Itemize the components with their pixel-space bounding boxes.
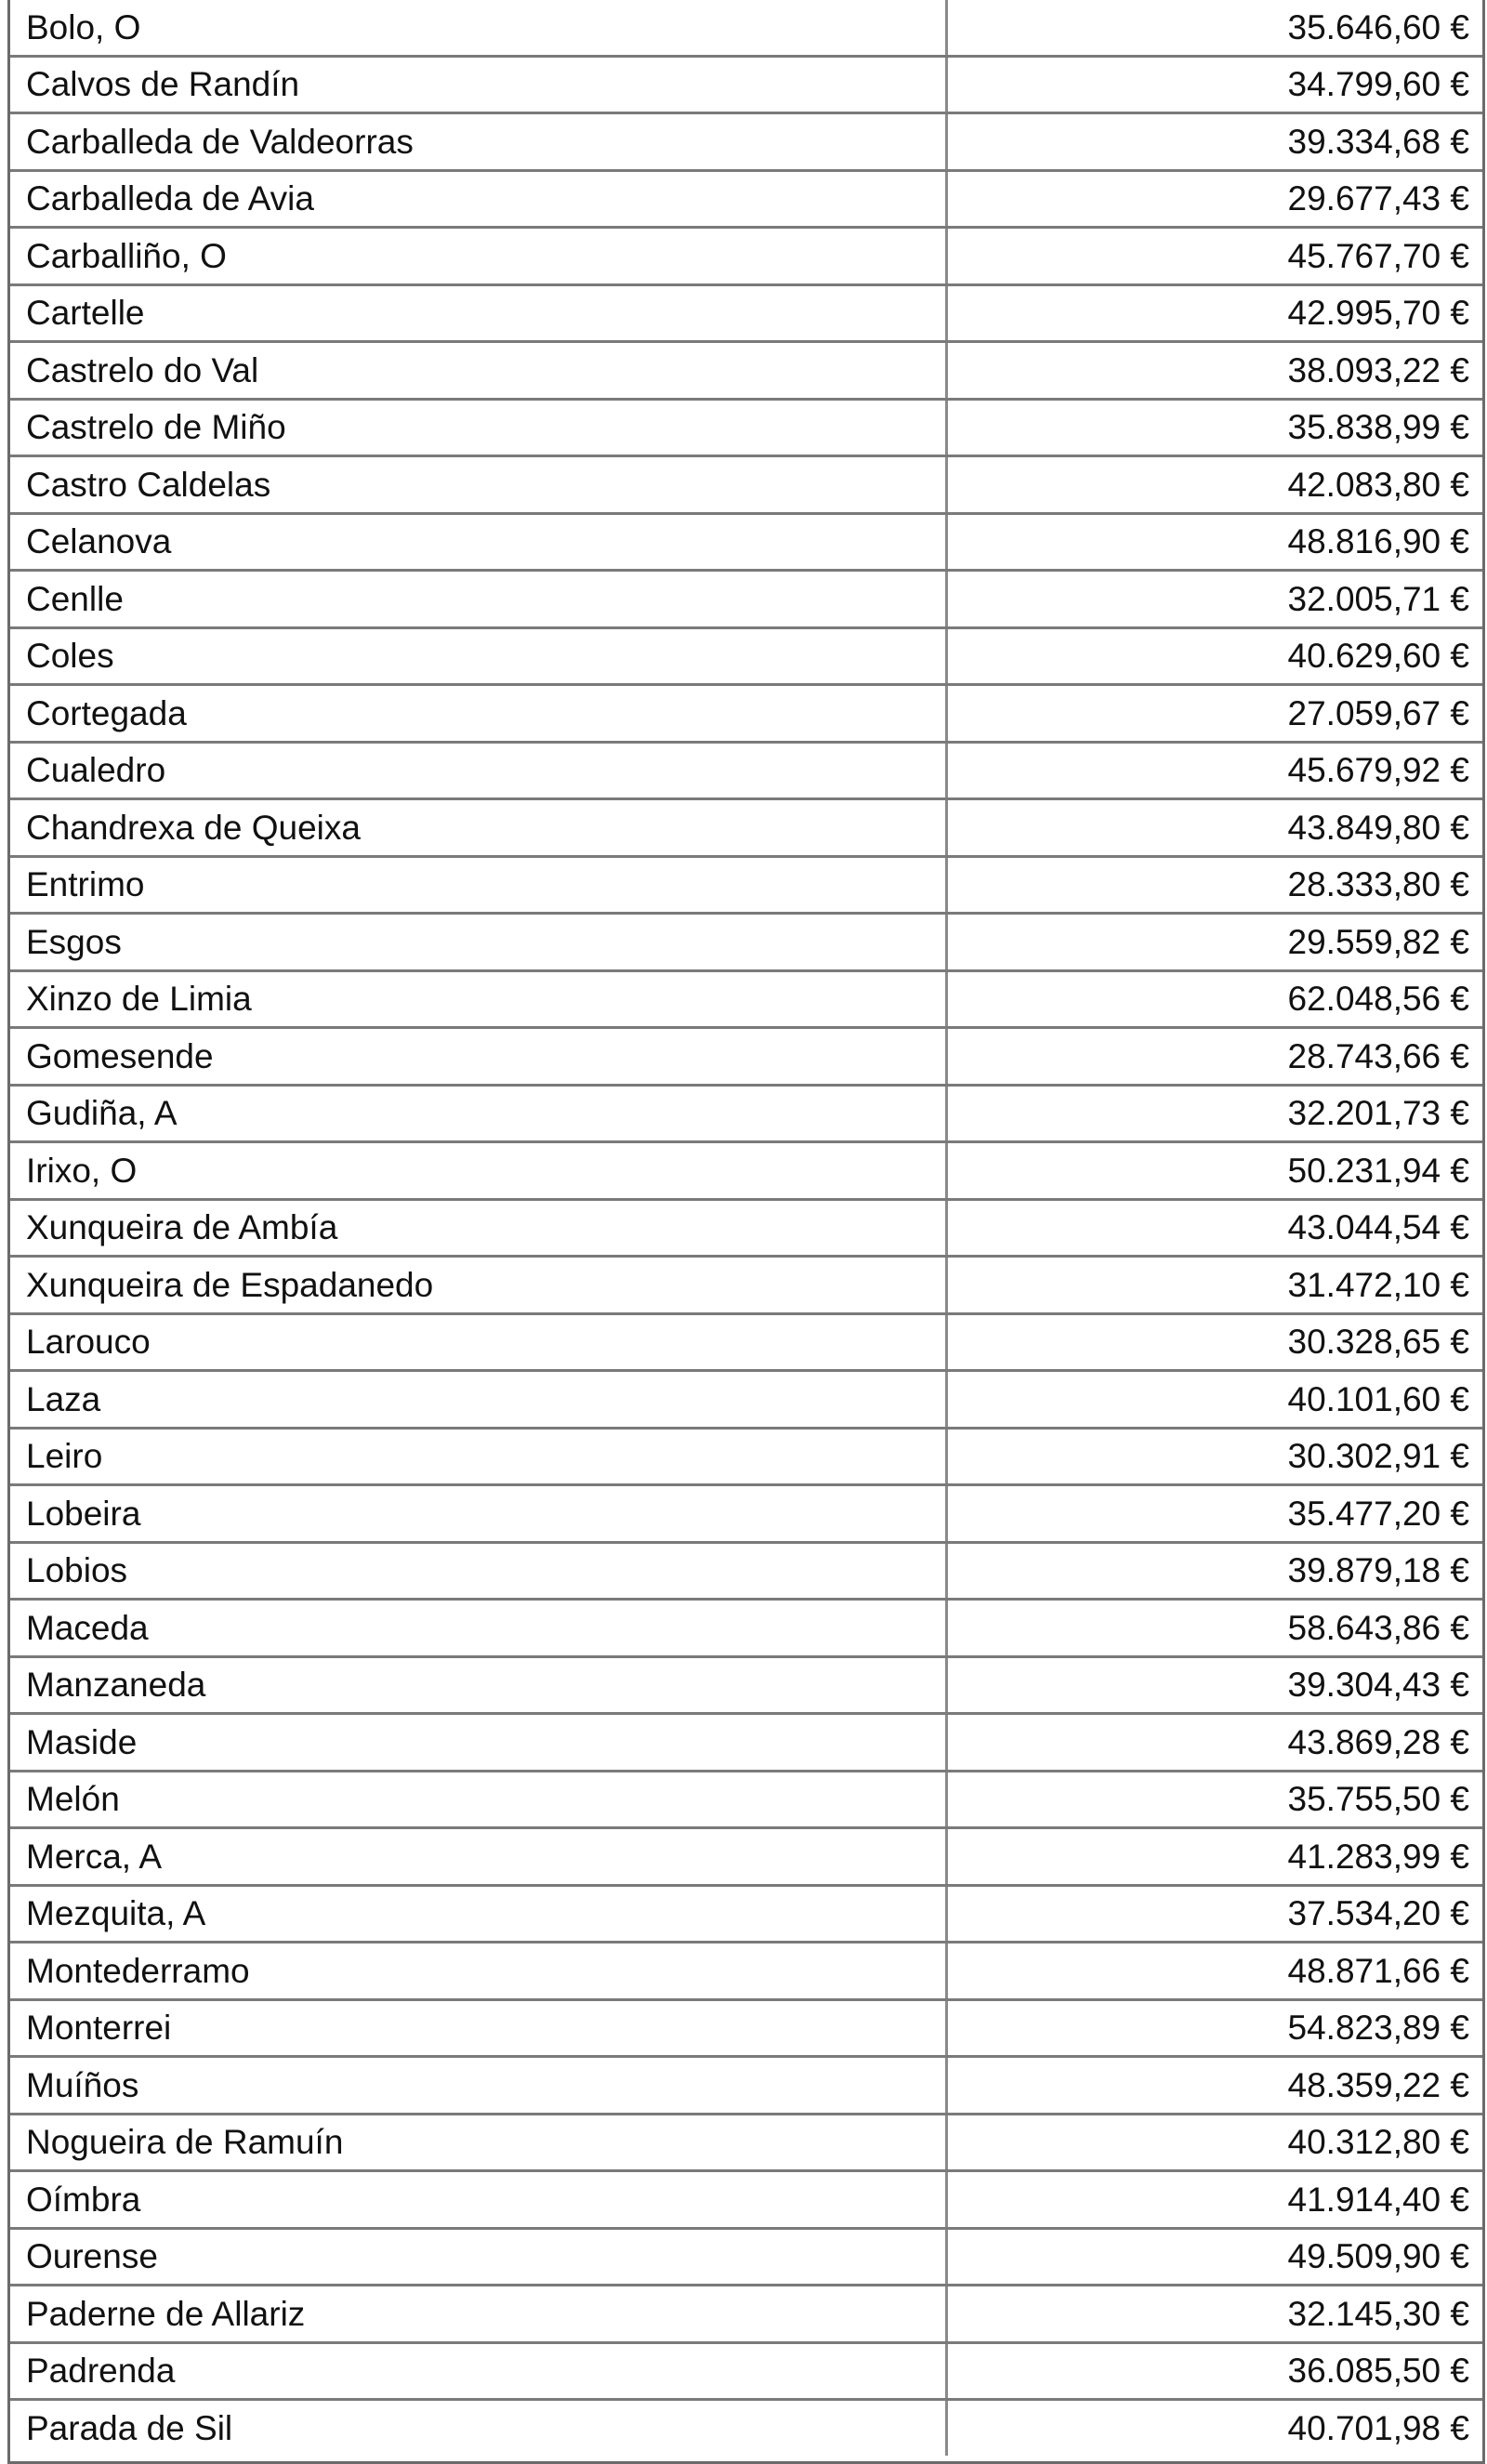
- table-body: [10, 0, 1482, 2456]
- amount-cell: 39.304,43 €: [946, 1656, 1482, 1714]
- municipality-name-cell: Carballiño, O: [10, 228, 946, 285]
- municipality-name-cell: Castrelo de Miño: [10, 399, 946, 456]
- table-row: [10, 284, 1482, 342]
- table-row: [10, 1313, 1482, 1371]
- amount-cell: 27.059,67 €: [946, 685, 1482, 743]
- table-row: [10, 1257, 1482, 1314]
- amount-cell: 48.816,90 €: [946, 513, 1482, 571]
- municipality-name-cell: Chandrexa de Queixa: [10, 799, 946, 857]
- amount-cell: 40.312,80 €: [946, 2114, 1482, 2171]
- table-row: [10, 2400, 1482, 2456]
- table-row: [10, 1656, 1482, 1714]
- table-row: [10, 1199, 1482, 1257]
- amount-cell: 43.044,54 €: [946, 1199, 1482, 1257]
- municipality-name-cell: Cualedro: [10, 742, 946, 799]
- municipality-name-cell: Ourense: [10, 2228, 946, 2286]
- table-row: [10, 399, 1482, 456]
- table-row: [10, 1542, 1482, 1600]
- table-row: [10, 1600, 1482, 1657]
- table-row: [10, 1771, 1482, 1828]
- table-row: [10, 2114, 1482, 2171]
- table-row: [10, 1371, 1482, 1429]
- table-row: [10, 2057, 1482, 2115]
- municipality-name-cell: Lobios: [10, 1542, 946, 1600]
- municipality-name-cell: Paderne de Allariz: [10, 2286, 946, 2343]
- municipality-name-cell: Coles: [10, 627, 946, 685]
- amount-cell: 48.359,22 €: [946, 2057, 1482, 2115]
- table-row: [10, 571, 1482, 628]
- table-row: [10, 914, 1482, 971]
- amount-cell: 39.334,68 €: [946, 113, 1482, 171]
- table-row: [10, 1142, 1482, 1200]
- amount-cell: 28.333,80 €: [946, 856, 1482, 914]
- municipality-name-cell: Montederramo: [10, 1943, 946, 2000]
- municipality-name-cell: Parada de Sil: [10, 2400, 946, 2456]
- table-row: [10, 113, 1482, 171]
- municipality-name-cell: Larouco: [10, 1313, 946, 1371]
- amount-cell: 40.101,60 €: [946, 1371, 1482, 1429]
- municipality-name-cell: Castro Caldelas: [10, 456, 946, 514]
- amount-cell: 35.646,60 €: [946, 0, 1482, 56]
- amount-cell: 49.509,90 €: [946, 2228, 1482, 2286]
- municipality-name-cell: Mezquita, A: [10, 1885, 946, 1943]
- amount-cell: 37.534,20 €: [946, 1885, 1482, 1943]
- amount-cell: 28.743,66 €: [946, 1028, 1482, 1086]
- table-row: [10, 1714, 1482, 1772]
- municipality-name-cell: Irixo, O: [10, 1142, 946, 1200]
- amount-cell: 62.048,56 €: [946, 970, 1482, 1028]
- municipality-name-cell: Celanova: [10, 513, 946, 571]
- municipality-name-cell: Carballeda de Valdeorras: [10, 113, 946, 171]
- municipality-name-cell: Maside: [10, 1714, 946, 1772]
- amount-cell: 32.005,71 €: [946, 571, 1482, 628]
- amount-cell: 31.472,10 €: [946, 1257, 1482, 1314]
- municipality-name-cell: Oímbra: [10, 2171, 946, 2229]
- table-row: [10, 513, 1482, 571]
- amount-cell: 35.838,99 €: [946, 399, 1482, 456]
- amount-cell: 30.302,91 €: [946, 1428, 1482, 1485]
- table-row: [10, 1085, 1482, 1142]
- municipality-name-cell: Cenlle: [10, 571, 946, 628]
- municipality-name-cell: Cartelle: [10, 284, 946, 342]
- municipality-name-cell: Muíños: [10, 2057, 946, 2115]
- municipality-name-cell: Castrelo do Val: [10, 342, 946, 400]
- table-row: [10, 2342, 1482, 2400]
- table-row: [10, 1943, 1482, 2000]
- table-row: [10, 2286, 1482, 2343]
- municipality-amount-table: [10, 0, 1482, 2456]
- table-row: [10, 2171, 1482, 2229]
- table-row: [10, 685, 1482, 743]
- table-row: [10, 799, 1482, 857]
- amount-cell: 41.914,40 €: [946, 2171, 1482, 2229]
- amount-cell: 45.679,92 €: [946, 742, 1482, 799]
- table-row: [10, 228, 1482, 285]
- municipality-name-cell: Merca, A: [10, 1828, 946, 1886]
- amount-cell: 35.755,50 €: [946, 1771, 1482, 1828]
- municipality-name-cell: Xinzo de Limia: [10, 970, 946, 1028]
- municipality-amount-table-container: [7, 0, 1485, 2464]
- municipality-name-cell: Manzaneda: [10, 1656, 946, 1714]
- municipality-name-cell: Laza: [10, 1371, 946, 1429]
- table-row: [10, 456, 1482, 514]
- table-row: [10, 1885, 1482, 1943]
- table-row: [10, 856, 1482, 914]
- table-row: [10, 1028, 1482, 1086]
- municipality-name-cell: Xunqueira de Espadanedo: [10, 1257, 946, 1314]
- amount-cell: 42.995,70 €: [946, 284, 1482, 342]
- amount-cell: 29.677,43 €: [946, 170, 1482, 228]
- table-row: [10, 170, 1482, 228]
- amount-cell: 48.871,66 €: [946, 1943, 1482, 2000]
- amount-cell: 45.767,70 €: [946, 228, 1482, 285]
- table-row: [10, 56, 1482, 113]
- amount-cell: 40.629,60 €: [946, 627, 1482, 685]
- amount-cell: 32.201,73 €: [946, 1085, 1482, 1142]
- amount-cell: 35.477,20 €: [946, 1485, 1482, 1543]
- amount-cell: 34.799,60 €: [946, 56, 1482, 113]
- table-row: [10, 0, 1482, 56]
- municipality-name-cell: Gomesende: [10, 1028, 946, 1086]
- municipality-name-cell: Monterrei: [10, 1999, 946, 2057]
- amount-cell: 38.093,22 €: [946, 342, 1482, 400]
- table-row: [10, 1428, 1482, 1485]
- table-row: [10, 1828, 1482, 1886]
- amount-cell: 58.643,86 €: [946, 1600, 1482, 1657]
- municipality-name-cell: Esgos: [10, 914, 946, 971]
- municipality-name-cell: Nogueira de Ramuín: [10, 2114, 946, 2171]
- municipality-name-cell: Gudiña, A: [10, 1085, 946, 1142]
- municipality-name-cell: Xunqueira de Ambía: [10, 1199, 946, 1257]
- amount-cell: 36.085,50 €: [946, 2342, 1482, 2400]
- table-row: [10, 2228, 1482, 2286]
- municipality-name-cell: Leiro: [10, 1428, 946, 1485]
- amount-cell: 43.869,28 €: [946, 1714, 1482, 1772]
- table-row: [10, 742, 1482, 799]
- table-row: [10, 342, 1482, 400]
- table-row: [10, 627, 1482, 685]
- table-row: [10, 1485, 1482, 1543]
- municipality-name-cell: Bolo, O: [10, 0, 946, 56]
- municipality-name-cell: Carballeda de Avia: [10, 170, 946, 228]
- municipality-name-cell: Cortegada: [10, 685, 946, 743]
- amount-cell: 29.559,82 €: [946, 914, 1482, 971]
- municipality-name-cell: Entrimo: [10, 856, 946, 914]
- municipality-name-cell: Lobeira: [10, 1485, 946, 1543]
- amount-cell: 43.849,80 €: [946, 799, 1482, 857]
- municipality-name-cell: Padrenda: [10, 2342, 946, 2400]
- amount-cell: 39.879,18 €: [946, 1542, 1482, 1600]
- amount-cell: 32.145,30 €: [946, 2286, 1482, 2343]
- amount-cell: 50.231,94 €: [946, 1142, 1482, 1200]
- table-row: [10, 970, 1482, 1028]
- amount-cell: 40.701,98 €: [1287, 2408, 1469, 2447]
- table-row: [10, 1999, 1482, 2057]
- amount-cell: 41.283,99 €: [946, 1828, 1482, 1886]
- amount-cell: 42.083,80 €: [946, 456, 1482, 514]
- amount-cell: 30.328,65 €: [946, 1313, 1482, 1371]
- municipality-name-cell: Calvos de Randín: [10, 56, 946, 113]
- amount-cell: 54.823,89 €: [946, 1999, 1482, 2057]
- municipality-name-cell: Melón: [10, 1771, 946, 1828]
- municipality-name-cell: Maceda: [10, 1600, 946, 1657]
